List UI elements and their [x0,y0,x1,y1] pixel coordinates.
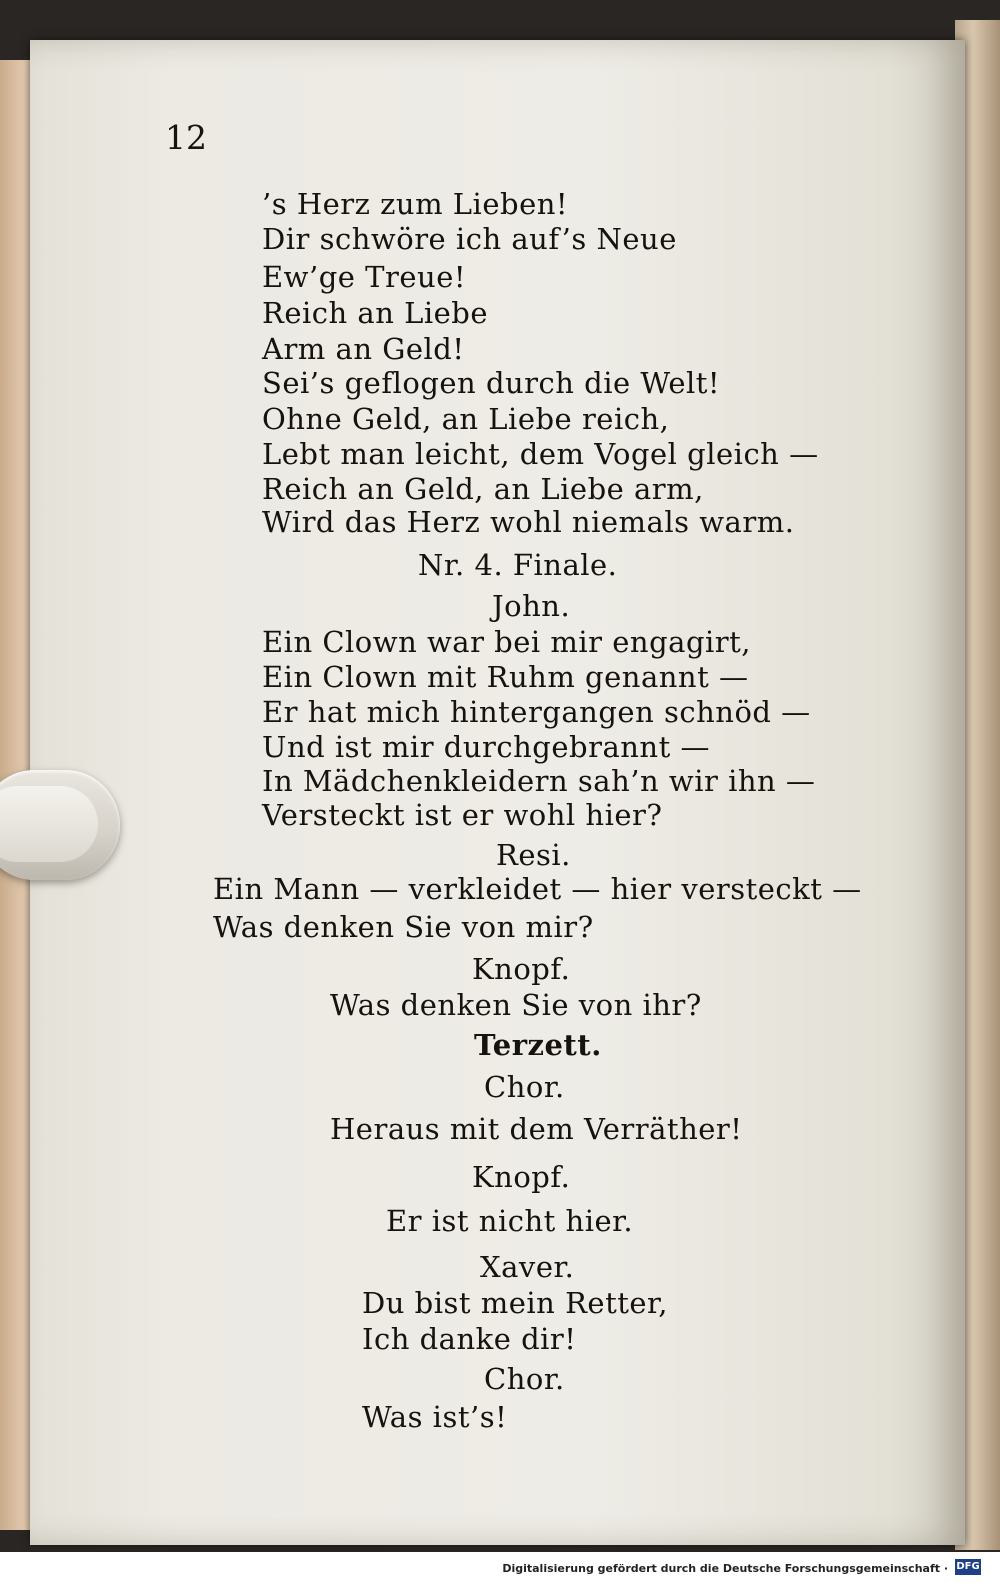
verse-line: Reich an Geld, an Liebe arm, [262,472,704,506]
speaker-name: Chor. [484,1070,565,1104]
section-heading: Terzett. [474,1028,602,1062]
verse-line: Du bist mein Retter, [362,1286,668,1320]
verse-line: Reich an Liebe [262,296,489,330]
speaker-name: Resi. [496,838,571,872]
speaker-name: Xaver. [480,1250,575,1284]
speaker-name: Knopf. [472,952,571,986]
verse-line: In Mädchenkleidern sah’n wir ihn — [262,764,816,798]
verse-line: Was ist’s! [362,1400,508,1434]
verse-line: Und ist mir durchgebrannt — [262,730,710,764]
verse-line: Arm an Geld! [262,332,465,366]
verse-line: Ein Mann — verkleidet — hier versteckt — [213,872,862,906]
page-clip-highlight [0,786,98,862]
verse-line: ’s Herz zum Lieben! [262,187,569,221]
section-heading: Nr. 4. Finale. [418,548,618,582]
verse-line: Er hat mich hintergangen schnöd — [262,695,811,729]
speaker-name: John. [492,589,571,623]
verse-line: Wird das Herz wohl niemals warm. [262,505,795,539]
verse-line: Dir schwöre ich auf’s Neue [262,222,677,256]
verse-line: Was denken Sie von ihr? [330,988,702,1022]
verse-line: Heraus mit dem Verräther! [330,1112,743,1146]
footer-credit: Digitalisierung gefördert durch die Deutsche Forschungsgemeinschaft · [502,1562,948,1575]
verse-line: Lebt man leicht, dem Vogel gleich — [262,437,819,471]
verse-line: Versteckt ist er wohl hier? [262,798,663,832]
verse-line: Ew’ge Treue! [262,260,467,294]
verse-line: Sei’s geflogen durch die Welt! [262,366,721,400]
verse-line: Ein Clown war bei mir engagirt, [262,625,752,659]
dfg-logo-icon: DFG [955,1559,981,1575]
speaker-name: Chor. [484,1362,565,1396]
verse-line: Er ist nicht hier. [386,1204,634,1238]
page-number: 12 [165,118,207,157]
verse-line: Ich danke dir! [362,1322,577,1356]
verse-line: Ein Clown mit Ruhm genannt — [262,660,749,694]
verse-line: Was denken Sie von mir? [213,910,594,944]
verse-line: Ohne Geld, an Liebe reich, [262,402,670,436]
speaker-name: Knopf. [472,1160,571,1194]
